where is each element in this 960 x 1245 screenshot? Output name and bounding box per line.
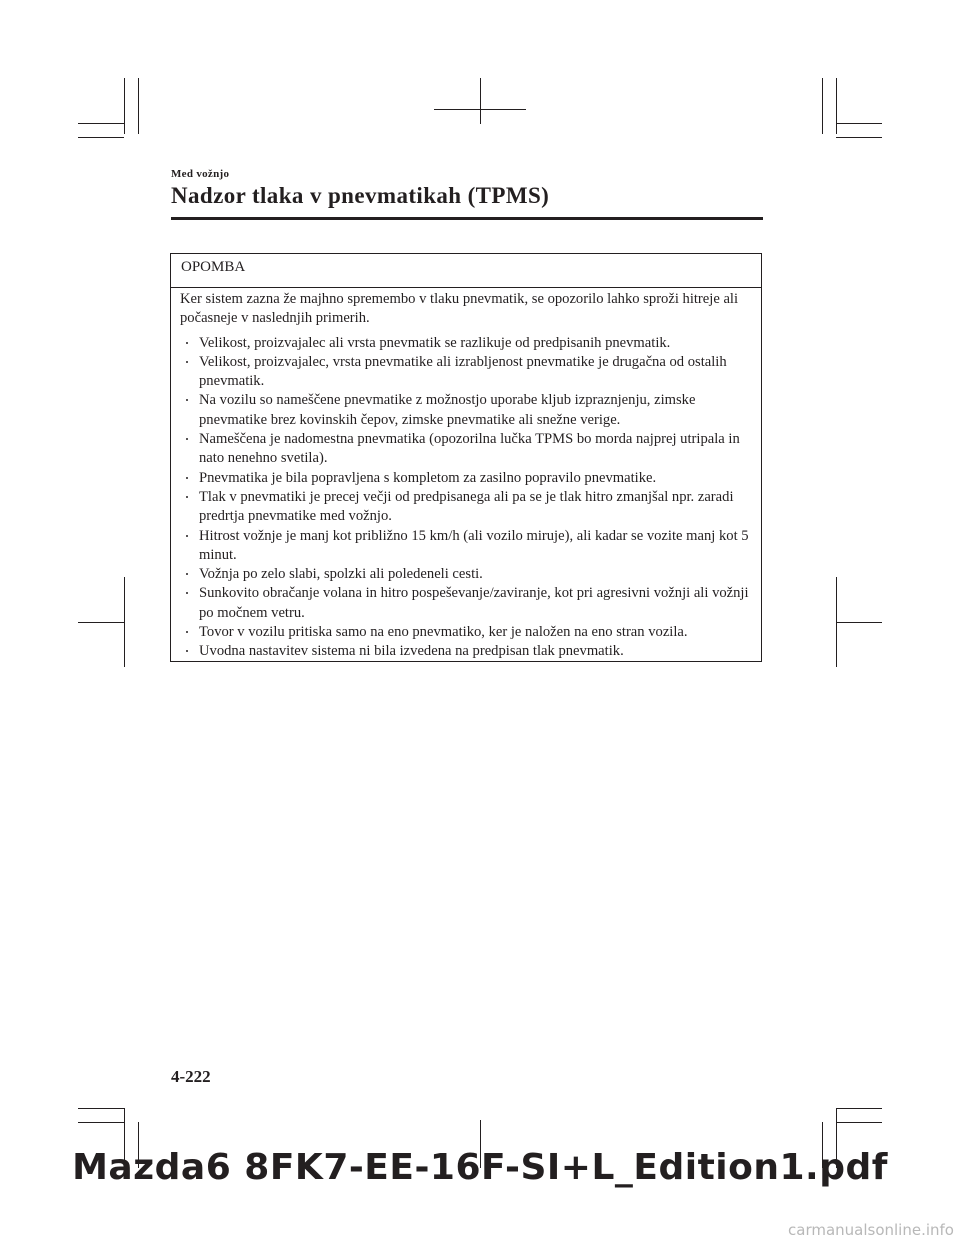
list-item: Velikost, proizvajalec ali vrsta pnevmatik se razlikuje od predpisanih pnevmatik.: [180, 334, 753, 353]
list-item: Tovor v vozilu pritiska samo na eno pnevmatiko, ker je naložen na eno stran vozila.: [180, 623, 753, 642]
crop-mark: [836, 78, 837, 134]
bullet-icon: [186, 399, 188, 401]
bullet-icon: [186, 342, 188, 344]
note-heading: OPOMBA: [171, 254, 761, 288]
crop-mark: [78, 1122, 124, 1123]
watermark: carmanualsonline.info: [788, 1221, 954, 1239]
bullet-icon: [186, 535, 188, 537]
bullet-icon: [186, 573, 188, 575]
list-item: Nameščena je nadomestna pnevmatika (opozorilna lučka TPMS bo morda najprej utripala in nato nenehno svetila).: [180, 430, 753, 469]
note-box: [170, 253, 762, 662]
crop-mark: [836, 1108, 882, 1109]
bullet-icon: [186, 438, 188, 440]
crop-mark: [124, 78, 125, 134]
note-intro: Ker sistem zazna že majhno spremembo v tlaku pnevmatik, se opozorilo lahko sproži hitreje ali počasneje v naslednjih primerih.: [180, 291, 739, 327]
crop-mark: [78, 622, 124, 623]
note-list: [180, 334, 753, 662]
page-title: Nadzor tlaka v pnevmatikah (TPMS): [171, 183, 550, 208]
crop-mark: [138, 78, 139, 134]
crop-mark: [836, 622, 882, 623]
title-rule: [171, 217, 763, 220]
bullet-icon: [186, 496, 188, 498]
bullet-icon: [186, 477, 188, 479]
crop-mark: [822, 78, 823, 134]
footer-filename: Mazda6 8FK7-EE-16F-SI+L_Edition1.pdf: [72, 1147, 888, 1188]
crop-mark: [78, 123, 124, 124]
bullet-icon: [186, 631, 188, 633]
crop-mark: [836, 1122, 882, 1123]
list-item: Na vozilu so nameščene pnevmatike z možnostjo uporabe kljub izpraznjenju, zimske pnevmatike brez kovinskih čepov, zimske pnevmatike ali snežne verige.: [180, 391, 753, 430]
crop-mark: [78, 137, 124, 138]
list-item: Uvodna nastavitev sistema ni bila izvedena na predpisan tlak pnevmatik.: [180, 642, 753, 661]
crop-mark: [124, 577, 125, 667]
list-item: Vožnja po zelo slabi, spolzki ali poledeneli cesti.: [180, 565, 753, 584]
bullet-icon: [186, 650, 188, 652]
list-item: Pnevmatika je bila popravljena s kompletom za zasilno popravilo pnevmatike.: [180, 469, 753, 488]
page-number: 4-222: [171, 1067, 211, 1086]
crop-mark: [434, 109, 526, 110]
list-item: Hitrost vožnje je manj kot približno 15 km/h (ali vozilo miruje), ali kadar se vozite manj kot 5 minut.: [180, 527, 753, 566]
crop-mark: [836, 137, 882, 138]
crop-mark: [480, 78, 481, 124]
bullet-icon: [186, 592, 188, 594]
list-item: Sunkovito obračanje volana in hitro pospeševanje/zaviranje, kot pri agresivni vožnji ali vožnji po močnem vetru.: [180, 584, 753, 623]
crop-mark: [78, 1108, 124, 1109]
crop-mark: [836, 123, 882, 124]
list-item: Velikost, proizvajalec, vrsta pnevmatike ali izrabljenost pnevmatike je drugačna od ostalih pnevmatik.: [180, 353, 753, 392]
note-body: [180, 290, 753, 662]
section-label: Med vožnjo: [171, 168, 230, 180]
bullet-icon: [186, 361, 188, 363]
list-item: Tlak v pnevmatiki je precej večji od predpisanega ali pa se je tlak hitro zmanjšal npr. zaradi predrtja pnevmatike med vožnjo.: [180, 488, 753, 527]
